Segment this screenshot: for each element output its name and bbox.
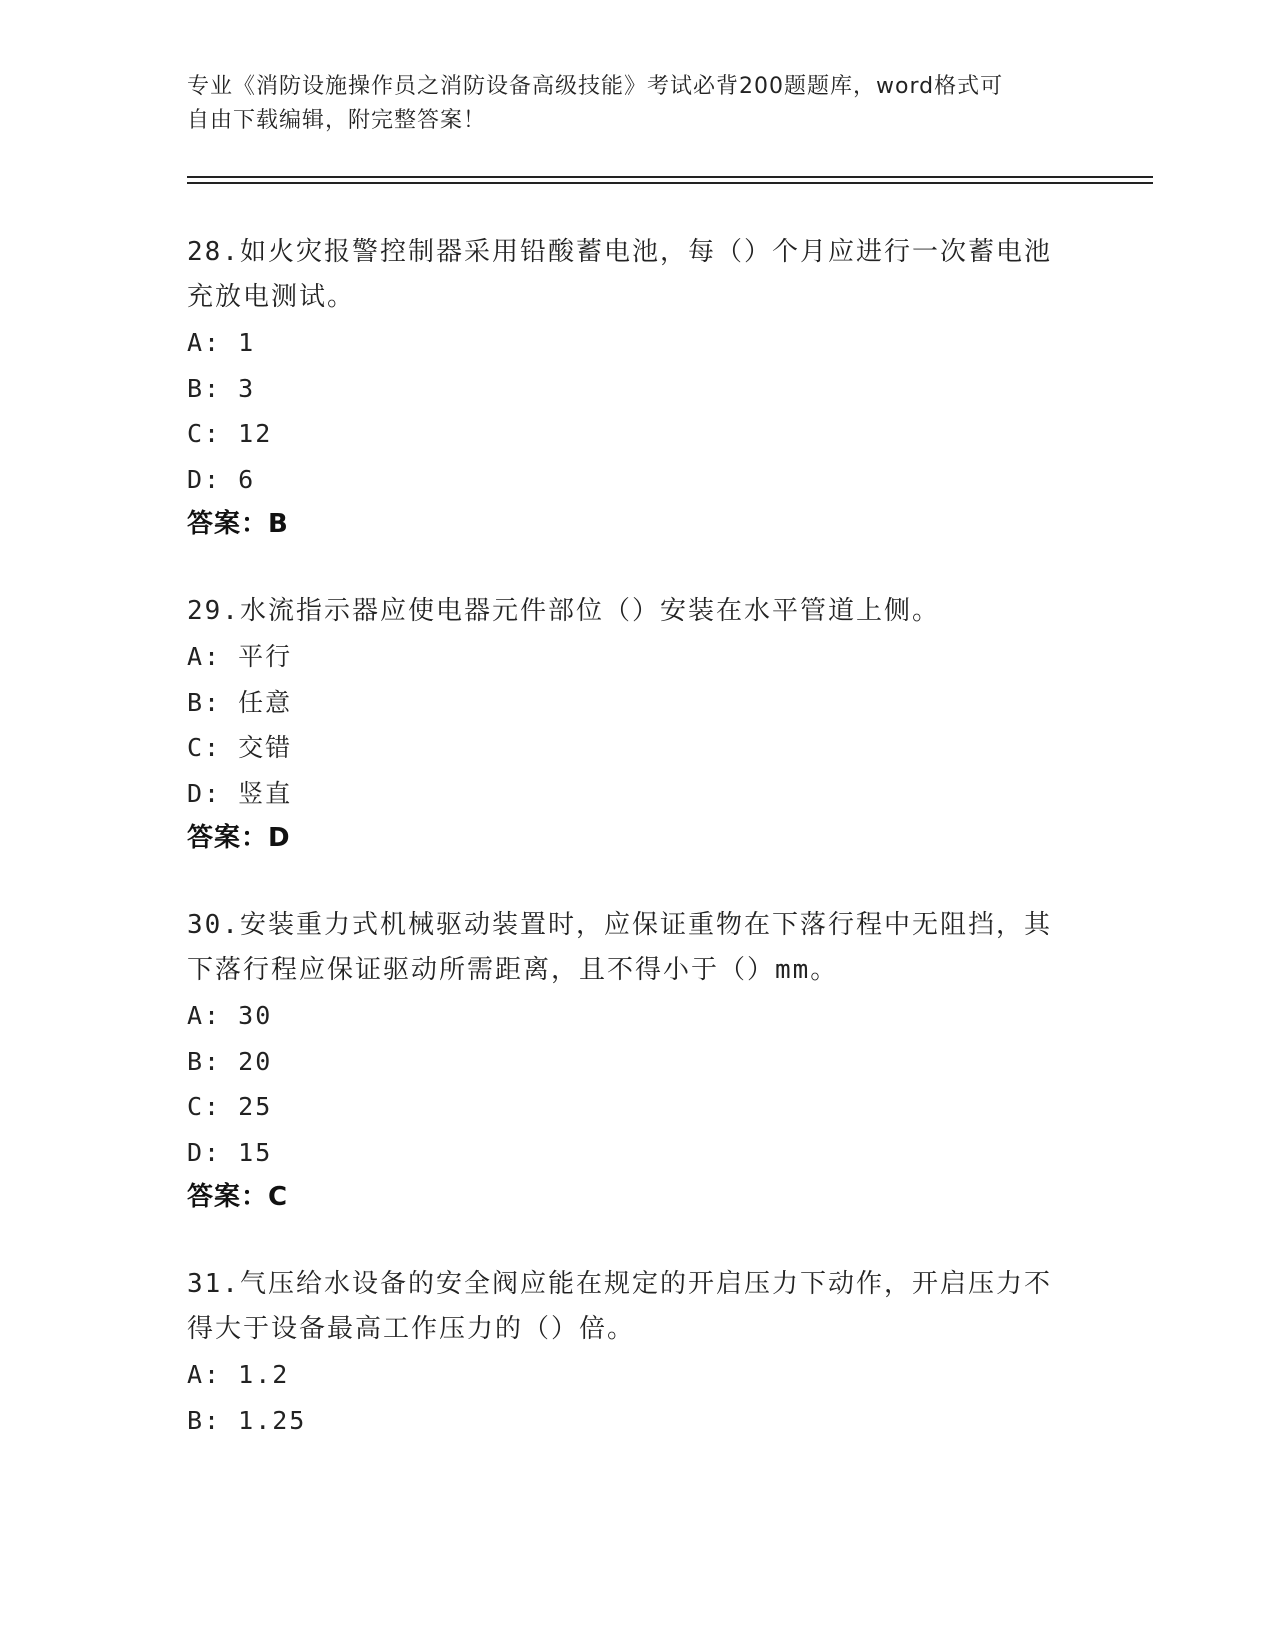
question-text: 28.如火灾报警控制器采用铅酸蓄电池，每（）个月应进行一次蓄电池 [187, 237, 1052, 267]
answer-label: 答案：B [187, 509, 289, 539]
option-c: C: 25 [187, 1092, 273, 1121]
question-29 [187, 589, 1087, 861]
option-d: D: 竖直 [187, 778, 293, 808]
question-28 [187, 230, 1087, 547]
question-text: 29.水流指示器应使电器元件部位（）安装在水平管道上侧。 [187, 596, 940, 626]
option-a: A: 1 [187, 328, 256, 357]
document-header [187, 70, 1077, 138]
option-b: B: 3 [187, 373, 256, 403]
header-divider-bottom [187, 182, 1153, 184]
question-text: 30.安装重力式机械驱动装置时，应保证重物在下落行程中无阻挡，其 [187, 910, 1052, 940]
option-a: A: 1.2 [187, 1360, 290, 1389]
option-d: D: 6 [187, 464, 256, 494]
option-b: B: 1.25 [187, 1405, 307, 1435]
answer-label: 答案：C [187, 1182, 289, 1212]
header-divider-top [187, 176, 1153, 178]
header-title-line1: 专业《消防设施操作员之消防设备高级技能》考试必背200题题库，word格式可 [187, 74, 1004, 99]
header-title-line2: 自由下载编辑，附完整答案！ [187, 108, 487, 133]
question-text-continued: 下落行程应保证驱动所需距离，且不得小于（）mm。 [187, 955, 839, 985]
option-c: C: 交错 [187, 733, 293, 762]
option-b: B: 20 [187, 1046, 273, 1076]
option-a: A: 平行 [187, 642, 293, 671]
option-c: C: 12 [187, 419, 273, 448]
question-text: 31.气压给水设备的安全阀应能在规定的开启压力下动作，开启压力不 [187, 1269, 1052, 1299]
option-b: B: 任意 [187, 687, 293, 717]
option-a: A: 30 [187, 1001, 273, 1030]
question-list [187, 230, 1087, 1485]
answer-label: 答案：D [187, 823, 291, 853]
option-d: D: 15 [187, 1137, 273, 1167]
question-text-continued: 得大于设备最高工作压力的（）倍。 [187, 1314, 636, 1344]
question-30 [187, 903, 1087, 1220]
question-text-continued: 充放电测试。 [187, 282, 356, 312]
question-31 [187, 1262, 1087, 1443]
